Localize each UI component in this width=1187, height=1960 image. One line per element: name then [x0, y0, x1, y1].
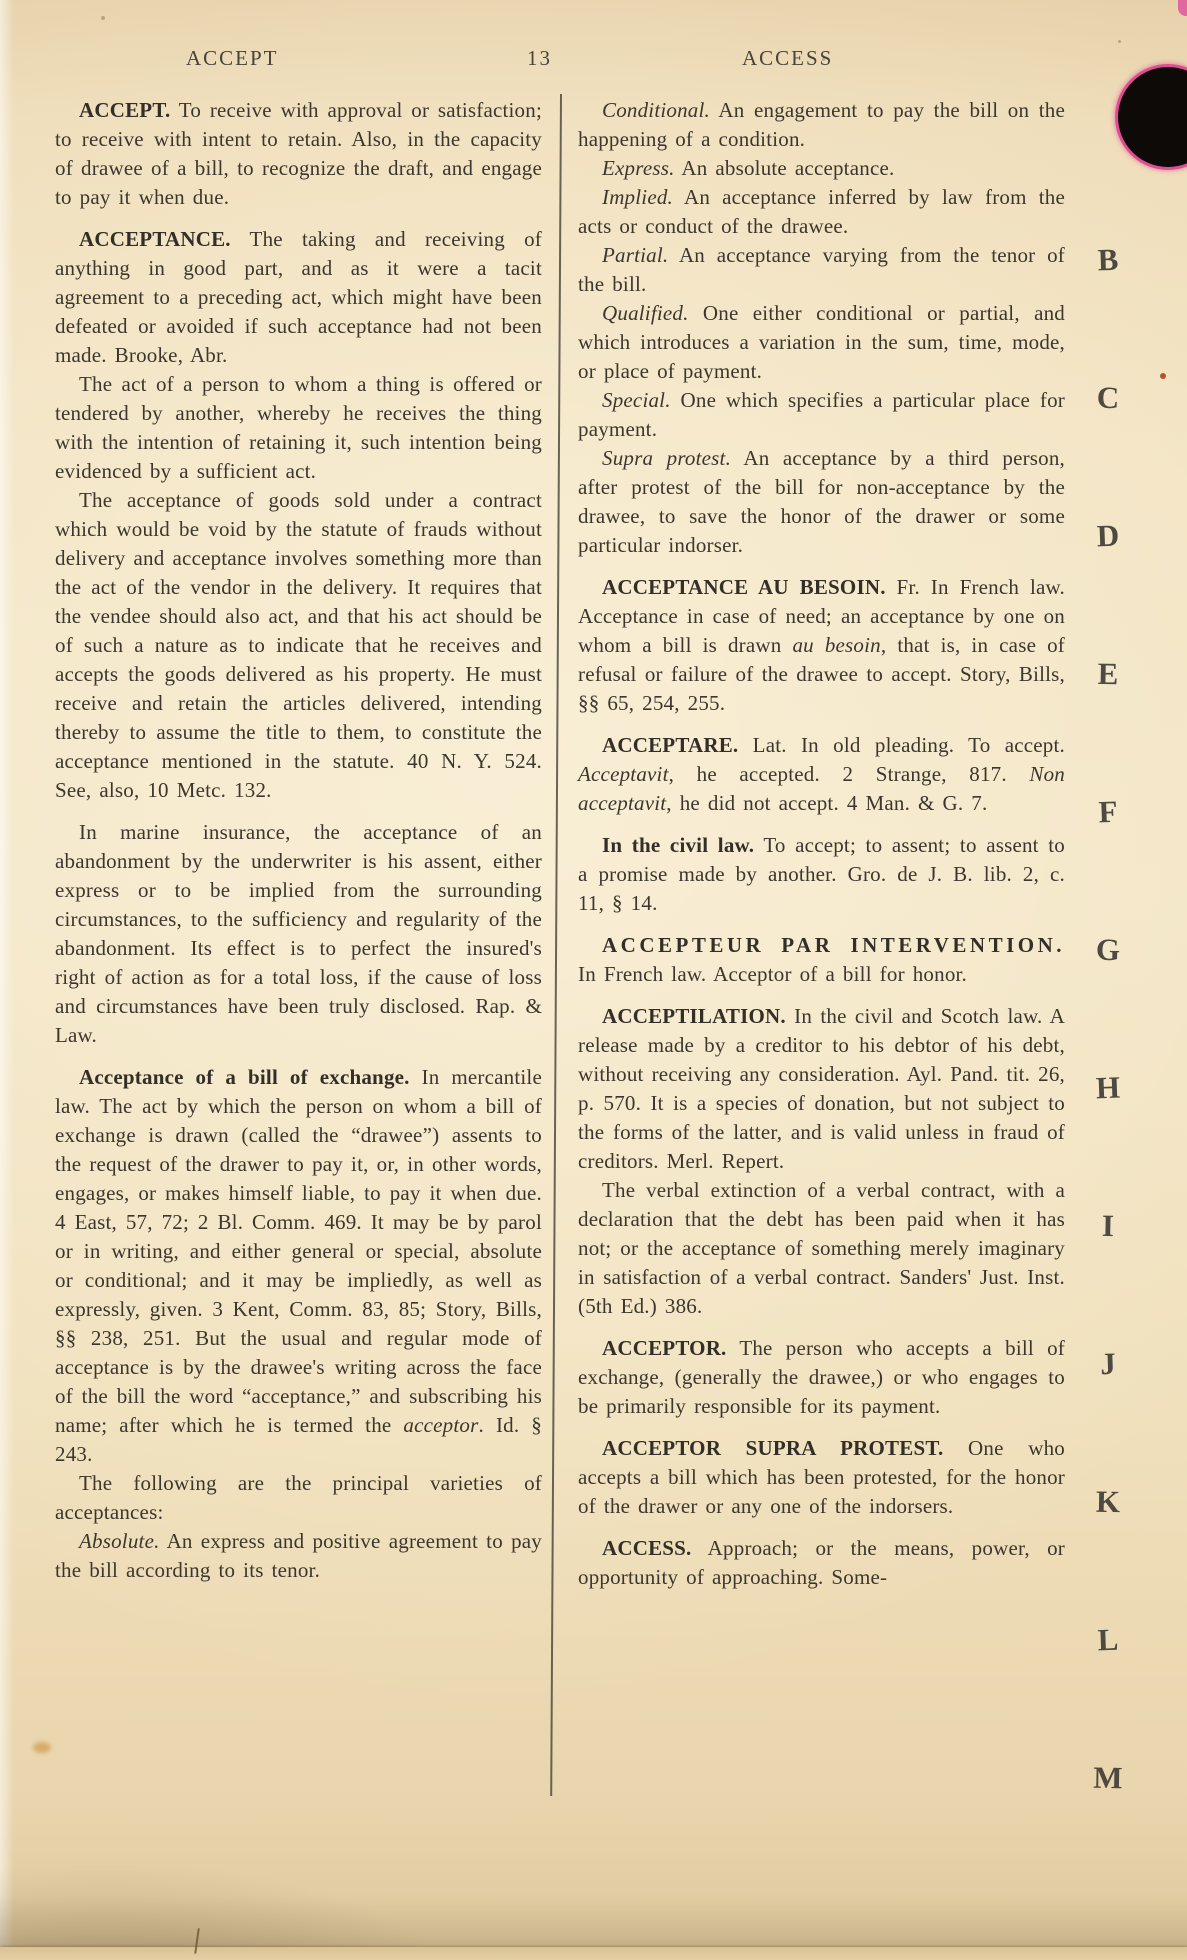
- text-run: One either conditional or partial, and which introduces a variation in the sum, time, mode, or place of payment.: [578, 301, 1065, 383]
- text-run: In the civil and Scotch law. A release made by a creditor to his debtor of his debt, without receiving any consideration. Ayl. Pand. tit. 26, p. 570. It is a species of donation, but not subject to the forms of the latter, and is valid unless in fraud of creditors. Merl. Repert.: [578, 1004, 1065, 1173]
- thumb-index-letter-k: K: [1095, 1483, 1121, 1520]
- text-run: In the civil law.: [602, 833, 755, 857]
- text-run: An express and positive agreement to pay the bill according to its tenor.: [55, 1529, 542, 1582]
- text-run: ACCEPT.: [79, 98, 171, 122]
- text-run: An absolute acceptance.: [674, 156, 895, 180]
- text-run: Implied.: [602, 185, 673, 209]
- running-head-left-term: ACCEPT: [186, 46, 279, 70]
- entry-paragraph: [578, 731, 1065, 818]
- entry-paragraph: [55, 1063, 542, 1469]
- thumb-index-letter-i: I: [1101, 1207, 1115, 1244]
- entry-paragraph: [578, 241, 1065, 299]
- entry-paragraph: [578, 1434, 1065, 1521]
- entry-paragraph: [55, 818, 542, 1050]
- entry-paragraph: [55, 225, 542, 370]
- text-run: ACCEPTILATION.: [602, 1004, 786, 1028]
- entry-paragraph: [55, 370, 542, 486]
- text-run: Acceptavit: [578, 762, 669, 786]
- text-run: ACCESS.: [602, 1536, 692, 1560]
- text-run: Express.: [602, 156, 675, 180]
- paper-speck: [101, 16, 105, 20]
- text-run: Approach; or the means, power, or opportunity of approaching. Some-: [578, 1536, 1065, 1589]
- thumb-index-letter-f: F: [1097, 793, 1119, 830]
- thumb-index-letter-c: C: [1096, 379, 1120, 416]
- thumb-index-letter-e: E: [1097, 655, 1119, 692]
- column-divider-rule: [550, 94, 562, 1796]
- text-run: Special.: [602, 388, 671, 412]
- running-head-right-term: ACCESS: [742, 46, 834, 70]
- page-corner-artifact: [1178, 0, 1187, 16]
- text-run: acceptor: [403, 1413, 479, 1437]
- text-run: Partial.: [602, 243, 669, 267]
- text-run: Supra protest.: [602, 446, 732, 470]
- entry-paragraph: [578, 931, 1065, 989]
- entry-paragraph: [578, 386, 1065, 444]
- text-run: Qualified.: [602, 301, 689, 325]
- text-run: Conditional.: [602, 98, 710, 122]
- entry-paragraph: [578, 573, 1065, 718]
- entry-paragraph: [55, 486, 542, 805]
- text-run: An acceptance inferred by law from the acts or conduct of the drawee.: [578, 185, 1065, 238]
- text-run: An acceptance varying from the tenor of the bill.: [578, 243, 1065, 296]
- text-run: An engagement to pay the bill on the happening of a condition.: [578, 98, 1065, 151]
- text-run: , that is, in case of refusal or failure of the drawee to accept. Story, Bills, §§ 65, 254, 255.: [578, 633, 1065, 715]
- entry-paragraph: [578, 299, 1065, 386]
- text-run: , he did not accept. 4 Man. & G. 7.: [666, 791, 988, 815]
- text-run: The acceptance of goods sold under a contract which would be void by the statute of frauds without delivery and acceptance involves something more than the act of the vendor in the delivery. It requires that the vendee should also act, and that his act should be of such a nature as to indicate that he receives and accepts the goods delivered as his property. He must receive and retain the articles delivered, intending thereby to assume the title to them, to constitute the acceptance mentioned in the statute. 40 N. Y. 524. See, also, 10 Metc. 132.: [55, 488, 542, 802]
- thumb-index-letter-g: G: [1095, 931, 1121, 968]
- page-number: 13: [527, 46, 552, 70]
- text-run: , he accepted. 2 Strange, 817.: [668, 762, 1030, 786]
- left-text-column: [55, 96, 542, 1585]
- text-run: Lat. In old pleading. To accept.: [738, 733, 1065, 757]
- thumb-index-letter-d: D: [1096, 517, 1120, 554]
- thumb-index-letter-m: M: [1093, 1759, 1123, 1796]
- text-run: The taking and receiving of anything in good part, and as it were a tacit agreement to a preceding act, which might have been defeated or avoided if such acceptance had not been made. Brooke, Abr.: [55, 227, 542, 367]
- next-page-edge: [0, 1947, 1187, 1960]
- text-run: Fr. In French law. Acceptance in case of need; an acceptance by one on whom a bill is drawn: [578, 575, 1065, 657]
- thumb-index-letter-l: L: [1097, 1621, 1119, 1658]
- entry-paragraph: [578, 1002, 1065, 1176]
- entry-paragraph: [55, 1527, 542, 1585]
- text-run: au besoin: [792, 633, 881, 657]
- text-run: ACCEPTOR SUPRA PROTEST.: [602, 1436, 944, 1460]
- paper-smudge: [33, 1742, 51, 1753]
- paper-speck: [1118, 40, 1121, 43]
- entry-paragraph: [578, 831, 1065, 918]
- entry-paragraph: [55, 1469, 542, 1527]
- text-run: To receive with approval or satisfaction; to receive with intent to retain. Also, in the capacity of drawee of a bill, to recognize the draft, and engage to pay it when due.: [55, 98, 542, 209]
- text-run: Non acceptavit: [578, 762, 1065, 815]
- entry-paragraph: [578, 1534, 1065, 1592]
- text-run: Absolute.: [79, 1529, 160, 1553]
- text-run: The person who accepts a bill of exchange, (generally the drawee,) or who engages to be primarily responsible for its payment.: [578, 1336, 1065, 1418]
- entry-paragraph: [578, 1176, 1065, 1321]
- paper-speck: [822, 58, 825, 61]
- text-run: . Id. § 243.: [55, 1413, 542, 1466]
- text-run: One which specifies a particular place for payment.: [578, 388, 1065, 441]
- text-run: ACCEPTOR.: [602, 1336, 727, 1360]
- punch-hole-artifact: [1115, 64, 1187, 170]
- entry-paragraph: [578, 154, 1065, 183]
- text-run: ACCEPTANCE.: [79, 227, 231, 251]
- thumb-index-letter-b: B: [1097, 241, 1119, 278]
- text-run: An acceptance by a third person, after protest of the bill for non-acceptance by the drawee, to save the honor of the drawer or some particular indorser.: [578, 446, 1066, 557]
- text-run: ACCEPTEUR PAR INTERVENTION.: [602, 933, 1065, 957]
- thumb-index-letter-h: H: [1095, 1069, 1121, 1106]
- text-run: To accept; to assent; to assent to a promise made by another. Gro. de J. B. lib. 2, c. 11, § 14.: [578, 833, 1065, 915]
- text-run: In marine insurance, the acceptance of an abandonment by the underwriter is his assent, either express or to be implied from the surrounding circumstances, to the sufficiency and regularity of the abandonment. Its effect is to perfect the insured's right of action as for a total loss, if the cause of loss and circumstances have been truly disclosed. Rap. & Law.: [55, 820, 542, 1047]
- entry-paragraph: [578, 1334, 1065, 1421]
- entry-paragraph: [578, 183, 1065, 241]
- text-run: In mercantile law. The act by which the person on whom a bill of exchange is drawn (called the “drawee”) assents to the request of the drawer to pay it, or, in other words, engages, or makes himself liable, to pay it when due. 4 East, 57, 72; 2 Bl. Comm. 469. It may be by parol or in writing, and either general or special, absolute or conditional; and it may be impliedly, as well as expressly, given. 3 Kent, Comm. 83, 85; Story, Bills, §§ 238, 251. But the usual and regular mode of acceptance is by the drawee's writing across the face of the bill the word “acceptance,” and subscribing his name; after which he is termed the: [55, 1065, 542, 1437]
- paper-speck: [1160, 373, 1166, 379]
- text-run: ACCEPTARE.: [602, 733, 739, 757]
- text-run: Acceptance of a bill of exchange.: [79, 1065, 410, 1089]
- left-page-edge-highlight: [0, 0, 14, 1960]
- text-run: One who accepts a bill which has been protested, for the honor of the drawer or any one of the indorsers.: [578, 1436, 1065, 1518]
- entry-paragraph: [578, 96, 1065, 154]
- text-run: The verbal extinction of a verbal contract, with a declaration that the debt has been paid when it has not; or the acceptance of something merely imaginary in satisfaction of a verbal contract. Sanders' Just. Inst. (5th Ed.) 386.: [578, 1178, 1065, 1318]
- entry-paragraph: [55, 96, 542, 212]
- right-text-column: [578, 96, 1065, 1592]
- text-run: ACCEPTANCE AU BESOIN.: [602, 575, 886, 599]
- entry-paragraph: [578, 444, 1065, 560]
- text-run: The following are the principal varieties of acceptances:: [55, 1471, 542, 1524]
- text-run: In French law. Acceptor of a bill for honor.: [578, 962, 967, 986]
- thumb-index-letter-j: J: [1099, 1345, 1117, 1382]
- text-run: The act of a person to whom a thing is offered or tendered by another, whereby he receives the thing with the intention of retaining it, such intention being evidenced by a sufficient act.: [55, 372, 542, 483]
